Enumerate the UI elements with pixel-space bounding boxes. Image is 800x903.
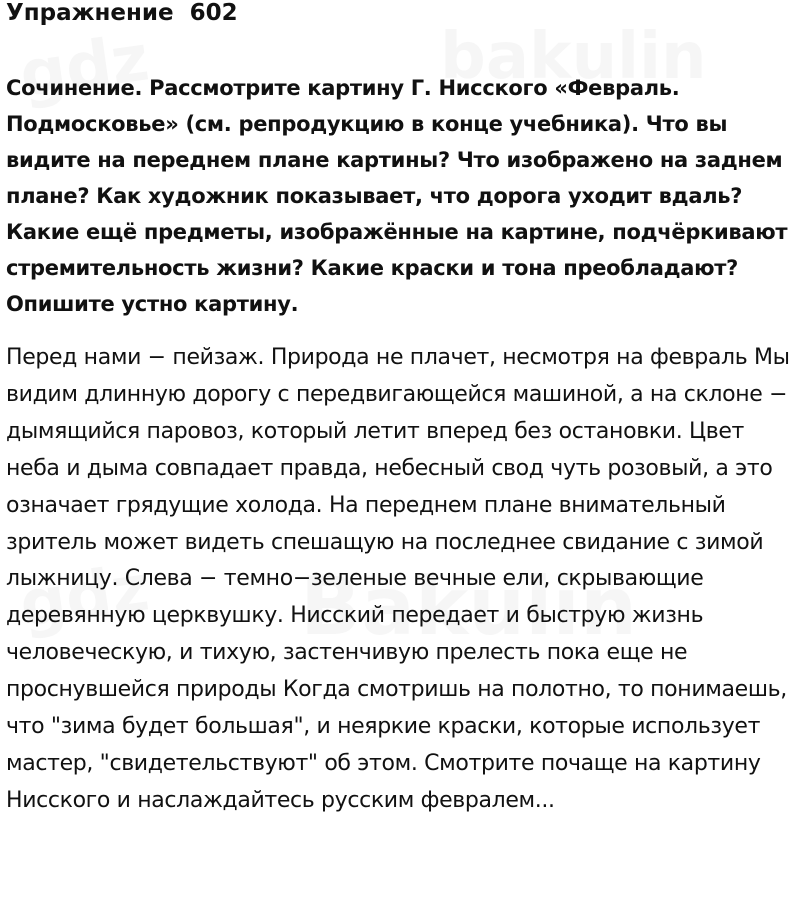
answer-text: Перед нами − пейзаж. Природа не плачет, несмотря на февраль Мы видим длинную дорогу с передвигающейся машиной, а на склоне − дымящийся паровоз, который летит вперед без остановки. Цвет неба и дыма совпадает правда, небесный свод чуть розовый, а это означает грядущие холода. На переднем плане внимательный зритель может видеть спешащую на последнее свидание с зимой лыжницу. Слева − темно−зеленые вечные ели, скрывающие деревянную церквушку. Нисский передает и быструю жизнь человеческую, и тихую, застенчивую прелесть пока еще не проснувшейся природы Когда смотришь на полотно, то понимаешь, что "зима будет большая", и неяркие краски, которые использует мастер, "свидетельствуют" об этом. Смотрите почаще на картину Нисского и наслаждайтесь русским февралем...	[6, 345, 790, 813]
task-text: Сочинение. Рассмотрите картину Г. Нисского «Февраль. Подмосковье» (см. репродукцию в конце учебника). Что вы видите на переднем плане картины? Что изображено на заднем плане? Как художник показывает, что дорога уходит вдаль? Какие ещё предметы, изображённые на картине, подчёркивают стремительность жизни? Какие краски и тона преобладают? Опишите устно картину.	[6, 76, 788, 316]
exercise-title: Упражнение 602	[6, 0, 238, 26]
